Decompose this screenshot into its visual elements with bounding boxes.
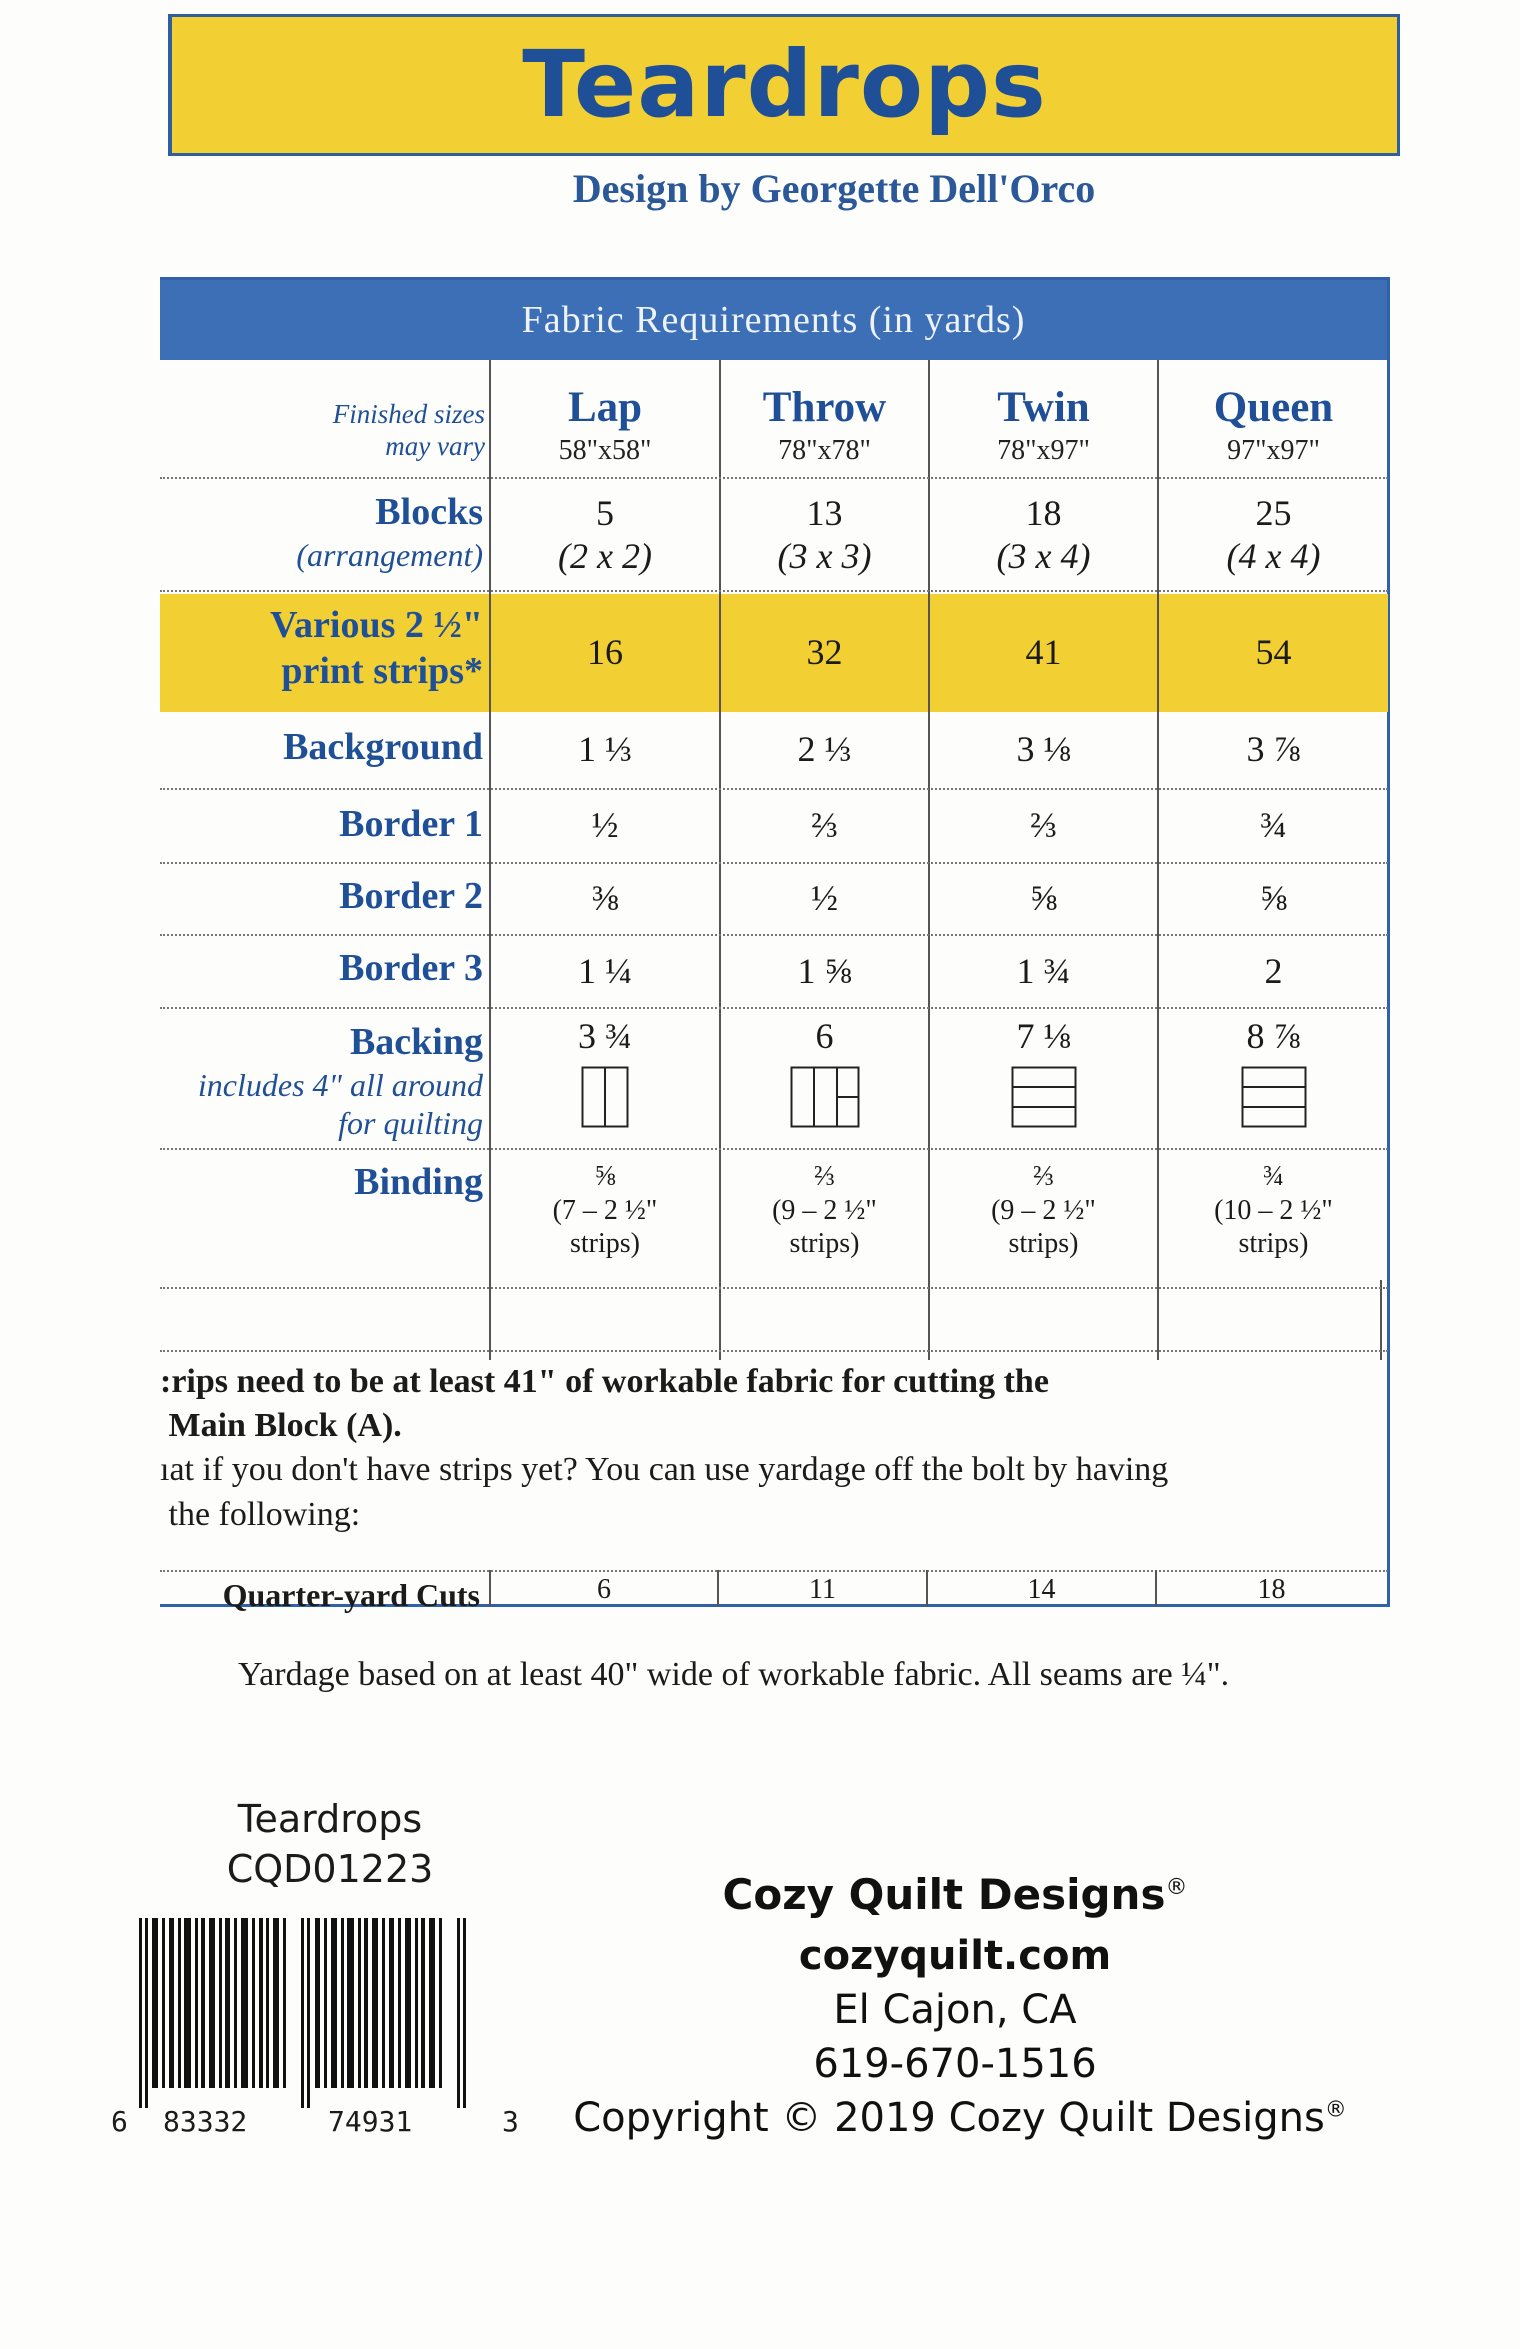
note-line: Main Block (A). [160, 1407, 402, 1445]
barcode-digit: 6 [111, 2105, 128, 2138]
border3-value: 1 ⅝ [797, 950, 852, 991]
backing-3-horizontal-panels-icon [1241, 1066, 1307, 1128]
fabric-requirements-table [160, 277, 1390, 1613]
row-divider [160, 590, 1388, 592]
background-cell [1159, 712, 1388, 788]
quarter-cell [1157, 1572, 1386, 1608]
binding-value: ¾ [1263, 1161, 1284, 1192]
copyright-text: Copyright © 2019 Cozy Quilt Designs [573, 2095, 1325, 2141]
backing-cell [930, 1015, 1157, 1147]
background-label: Background [283, 726, 483, 768]
company-phone: 619-670-1516 [813, 2041, 1097, 2087]
strips-cell [930, 594, 1157, 712]
backing-2-vertical-panels-icon [581, 1066, 629, 1128]
block-arrangement: (4 x 4) [1226, 536, 1321, 576]
backing-value: 7 ⅛ [1016, 1016, 1071, 1056]
binding-cell [721, 1160, 928, 1285]
copyright-registered-mark: ® [1324, 2097, 1347, 2123]
quarter-value: 11 [809, 1574, 836, 1606]
backing-cell [1159, 1015, 1388, 1147]
border1-value: ⅔ [1030, 805, 1057, 846]
size-throw [721, 372, 928, 477]
company-name [560, 1870, 1350, 1919]
backing-value: 3 ¾ [578, 1016, 632, 1056]
binding-strips-suffix: strips) [1008, 1228, 1079, 1260]
border3-cell [930, 936, 1157, 1007]
row-divider [160, 1148, 1388, 1150]
quarter-cell [719, 1572, 926, 1608]
strips-cell [721, 594, 928, 712]
background-cell [491, 712, 719, 788]
strip-notes [160, 1360, 1380, 1537]
note-line: :rips need to be at least 41" of workable fabric for cutting the [160, 1363, 1049, 1400]
border3-value: 2 [1264, 950, 1283, 991]
size-lap [491, 372, 719, 477]
block-count: 18 [1025, 492, 1062, 533]
barcode-icon [135, 1918, 510, 2118]
border1-value: ¾ [1260, 805, 1287, 846]
blocks-cell [930, 480, 1157, 590]
background-value: 3 ⅞ [1246, 729, 1301, 770]
yardage-footnote: Yardage based on at least 40" wide of workable fabric. All seams are ¼". [238, 1656, 1230, 1693]
border1-label: Border 1 [339, 803, 483, 845]
border1-value: ½ [591, 805, 619, 846]
block-arrangement: (3 x 3) [777, 536, 872, 576]
block-count: 5 [596, 492, 614, 533]
border2-cell [721, 864, 928, 934]
background-value: 3 ⅛ [1016, 729, 1071, 770]
border2-cell [930, 864, 1157, 934]
blocks-cell [491, 480, 719, 590]
backing-value: 8 ⅞ [1246, 1016, 1301, 1056]
backing-note-line-2: for quilting [338, 1104, 483, 1141]
binding-cell [1159, 1160, 1388, 1285]
background-cell [721, 712, 928, 788]
border3-cell [721, 936, 928, 1007]
note-line: the following: [160, 1495, 361, 1533]
backing-3-horizontal-panels-icon [1011, 1066, 1077, 1128]
border2-cell [1159, 864, 1388, 934]
barcode-digits: 83332 [163, 2105, 248, 2138]
strips-label-line-1: Various 2 ½" [270, 604, 483, 646]
block-arrangement: (2 x 2) [558, 536, 652, 576]
binding-value: ⅝ [594, 1161, 616, 1192]
border2-cell [491, 864, 719, 934]
title-banner [168, 14, 1400, 156]
quarter-value: 14 [1027, 1574, 1056, 1606]
finished-sizes-note [160, 398, 485, 463]
strips-label [160, 603, 483, 694]
size-name: Twin [997, 383, 1090, 431]
backing-note-line-1: includes 4" all around [197, 1066, 483, 1103]
designer-credit: Design by Georgette Dell'Orco [572, 166, 1096, 211]
size-name: Queen [1213, 383, 1334, 431]
size-twin [930, 372, 1157, 477]
row-divider [160, 477, 1388, 479]
copyright-line [540, 2095, 1380, 2141]
size-dimensions: 58"x58" [558, 434, 652, 466]
strips-value: 32 [806, 632, 843, 673]
border3-cell [491, 936, 719, 1007]
block-arrangement: (3 x 4) [996, 536, 1091, 576]
border1-cell [491, 790, 719, 862]
binding-value: ⅔ [814, 1161, 835, 1192]
background-value: 2 ⅓ [797, 729, 852, 770]
backing-label [160, 1020, 483, 1142]
border2-value: ⅝ [1030, 878, 1057, 919]
company-name-text: Cozy Quilt Designs [722, 1870, 1166, 1919]
product-code: CQD01223 [226, 1847, 434, 1891]
strips-cell [491, 594, 719, 712]
backing-cell [721, 1015, 928, 1147]
border3-value: 1 ¼ [578, 950, 632, 991]
row-divider [160, 1350, 1388, 1352]
binding-strips: (10 – 2 ½" [1214, 1194, 1333, 1226]
backing-3-panel-icon [790, 1066, 860, 1128]
border2-value: ⅝ [1260, 878, 1287, 919]
backing-cell [491, 1015, 719, 1147]
finished-note-line-2: may vary [385, 431, 485, 462]
border1-cell [1159, 790, 1388, 862]
quarter-value: 6 [597, 1574, 611, 1606]
column-divider [1380, 1280, 1382, 1360]
row-divider [160, 1007, 1388, 1009]
binding-cell [930, 1160, 1157, 1285]
backing-value: 6 [815, 1016, 834, 1056]
registered-mark: ® [1165, 1875, 1188, 1900]
block-count: 13 [806, 492, 843, 533]
finished-note-line-1: Finished sizes [332, 399, 485, 429]
note-line: ıat if you don't have strips yet? You can use yardage off the bolt by having [160, 1451, 1169, 1489]
size-queen [1159, 372, 1388, 477]
strips-value: 41 [1025, 632, 1062, 673]
binding-value: ⅔ [1033, 1161, 1054, 1192]
border2-label: Border 2 [339, 875, 483, 917]
blocks-label [160, 490, 483, 574]
binding-strips: (9 – 2 ½" [991, 1194, 1096, 1226]
size-dimensions: 97"x97" [1227, 434, 1320, 466]
barcode-digit: 3 [502, 2105, 519, 2138]
company-url[interactable]: cozyquilt.com [798, 1933, 1112, 1979]
blocks-cell [721, 480, 928, 590]
border1-cell [721, 790, 928, 862]
size-dimensions: 78"x97" [997, 434, 1090, 466]
binding-strips: (9 – 2 ½" [772, 1194, 877, 1226]
border3-cell [1159, 936, 1388, 1007]
pattern-title: Teardrops [522, 31, 1047, 138]
border3-label: Border 3 [339, 947, 483, 989]
size-dimensions: 78"x78" [778, 434, 871, 466]
block-count: 25 [1255, 492, 1292, 533]
background-cell [930, 712, 1157, 788]
binding-strips-suffix: strips) [789, 1228, 860, 1260]
border1-value: ⅔ [811, 805, 838, 846]
table-header: Fabric Requirements (in yards) [160, 280, 1387, 360]
blocks-label-text: Blocks [375, 491, 483, 533]
binding-strips-suffix: strips) [570, 1228, 640, 1260]
size-name: Throw [762, 383, 887, 431]
backing-label-text: Backing [349, 1021, 483, 1063]
binding-label: Binding [354, 1161, 483, 1203]
border1-cell [930, 790, 1157, 862]
quarter-value: 18 [1257, 1574, 1286, 1606]
strips-cell [1159, 594, 1388, 712]
strips-value: 16 [587, 632, 623, 673]
binding-strips-suffix: strips) [1238, 1228, 1309, 1260]
border3-value: 1 ¾ [1016, 950, 1071, 991]
strips-label-line-2: print strips* [281, 649, 483, 692]
binding-strips: (7 – 2 ½" [552, 1194, 658, 1226]
background-value: 1 ⅓ [578, 729, 632, 770]
quarter-cell [928, 1572, 1155, 1608]
quarter-yard-label: Quarter-yard Cuts [222, 1577, 480, 1613]
company-city: El Cajon, CA [833, 1987, 1077, 2033]
row-divider [160, 1287, 1388, 1289]
blocks-cell [1159, 480, 1388, 590]
strips-value: 54 [1255, 632, 1292, 673]
barcode-digits: 74931 [328, 2105, 413, 2138]
border2-value: ⅜ [591, 878, 619, 919]
binding-cell [491, 1160, 719, 1285]
arrangement-label: (arrangement) [296, 536, 483, 573]
size-name: Lap [567, 383, 643, 431]
quarter-cell [491, 1572, 717, 1608]
product-name: Teardrops [237, 1797, 423, 1841]
border2-value: ½ [811, 878, 838, 919]
